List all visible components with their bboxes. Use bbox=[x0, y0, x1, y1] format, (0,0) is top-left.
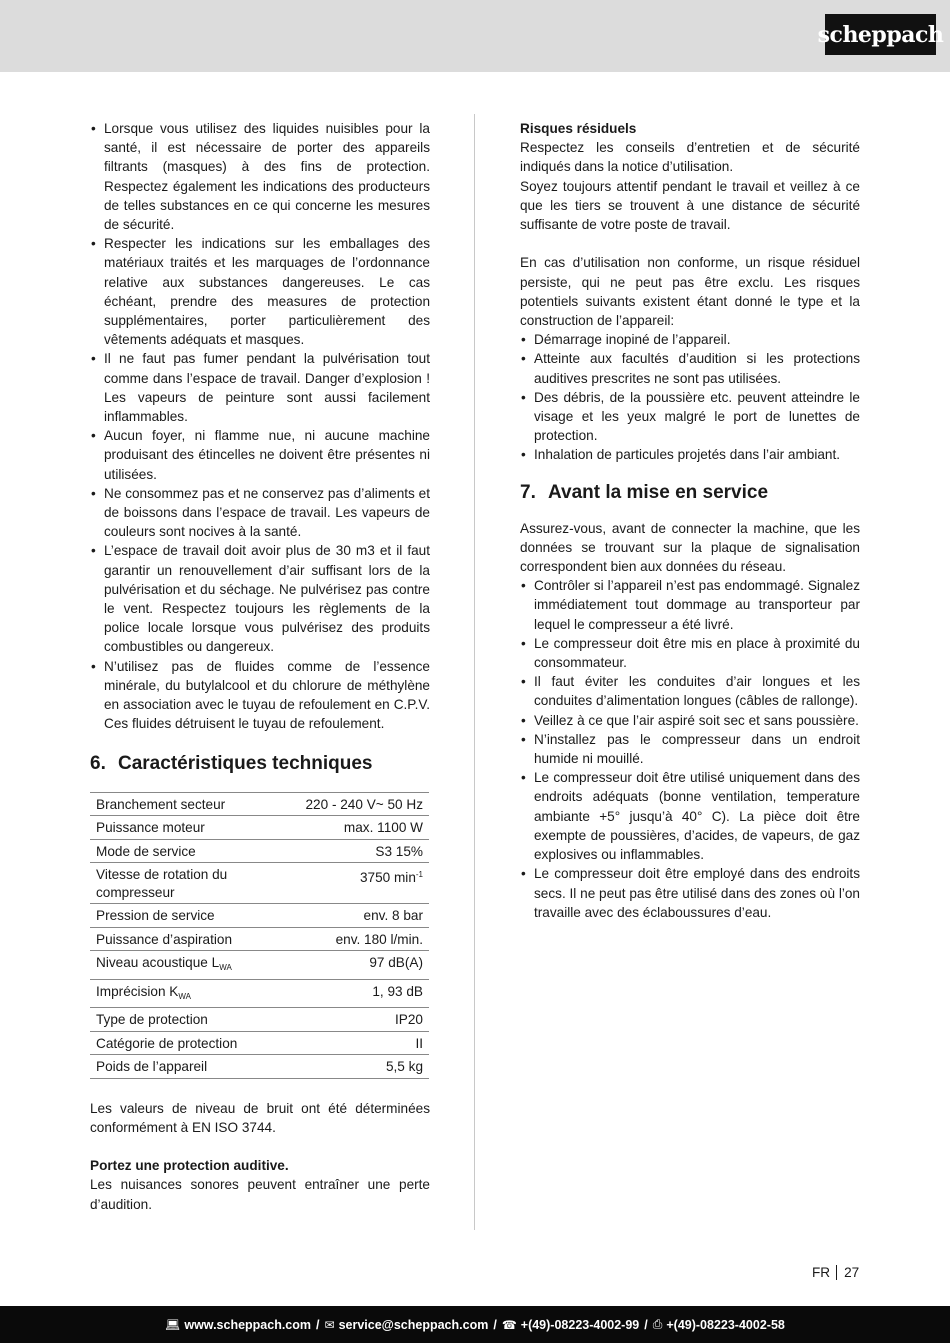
residual-paragraph: En cas d’utilisation non conforme, un risque résiduel persiste, qui ne peut pas être exclu. Les risques potentiels suivants existent étant donné le type et la construction de l’appareil: bbox=[520, 255, 860, 329]
table-row bbox=[90, 951, 429, 980]
spec-table bbox=[90, 792, 429, 1079]
list-item: • Atteinte aux facultés d’audition si les protections auditives prescrites ne sont pas utilisées. bbox=[520, 349, 860, 387]
scheppach-logo bbox=[817, 14, 944, 55]
email-icon: ✉︎ bbox=[324, 1317, 335, 1332]
fax-icon: ⎙ bbox=[652, 1317, 663, 1331]
spec-value-text: 3750 min bbox=[359, 870, 416, 885]
column-divider bbox=[474, 114, 475, 1230]
spec-value: max. 1100 W bbox=[299, 816, 429, 840]
list-item: • Il ne faut pas fumer pendant la pulvérisation tout comme dans l’espace de travail. Danger d’explosion ! Les vapeurs de peinture sont aussi facilement inflammables. bbox=[90, 349, 430, 426]
page-number bbox=[812, 1265, 859, 1280]
safety-list bbox=[90, 119, 430, 734]
table-row bbox=[90, 839, 429, 863]
table-row bbox=[90, 979, 429, 1008]
list-item: • Démarrage inopiné de l’appareil. bbox=[520, 330, 860, 349]
email-link[interactable]: service@scheppach.com bbox=[338, 1317, 489, 1332]
list-item: • Lorsque vous utilisez des liquides nuisibles pour la santé, il est nécessaire de porter des appareils filtrants (masques) à des fins de protection. Respectez également les indications des producteurs de telles substances en ce qui concerne les mesures de sécurité. bbox=[90, 119, 430, 234]
spec-label: Puissance d’aspiration bbox=[90, 927, 299, 951]
residual-paragraph: Respectez les conseils d’entretien et de sécurité indiqués dans la notice d’utilisation. bbox=[520, 140, 860, 175]
section-number: 6. bbox=[90, 752, 106, 774]
table-row bbox=[90, 1031, 429, 1055]
list-item: • Veillez à ce que l’air aspiré soit sec et sans poussière. bbox=[520, 711, 860, 730]
spec-value-superscript: -1 bbox=[415, 870, 423, 879]
spacer bbox=[90, 1137, 430, 1156]
phone-number: +(49)-08223-4002-99 bbox=[520, 1317, 640, 1332]
fax-number: +(49)-08223-4002-58 bbox=[666, 1317, 785, 1332]
footer-separator: / bbox=[316, 1317, 320, 1332]
list-item: • Ne consommez pas et ne conservez pas d’aliments et de boissons dans l’espace de travail. Les vapeurs de couleurs sont nocives à la santé. bbox=[90, 484, 430, 542]
list-item: • Contrôler si l’appareil n’est pas endommagé. Signalez immédiatement tout dommage au transporteur par lequel le compresseur a été livré. bbox=[520, 576, 860, 634]
list-item: • Il faut éviter les conduites d’air longues et les conduites d’alimentation longues (câbles de rallonge). bbox=[520, 672, 860, 710]
table-row bbox=[90, 792, 429, 816]
spec-label: Type de protection bbox=[90, 1008, 299, 1032]
setup-list bbox=[520, 576, 860, 922]
list-item: • N’utilisez pas de fluides comme de l’essence minérale, du butylalcool et du chlorure de méthylène en association avec le tuyau de refoulement en C.P.V. Ces fluides détruisent le tuyau de refoulement. bbox=[90, 657, 430, 734]
brand-name: scheppach bbox=[817, 21, 944, 48]
section-number: 7. bbox=[520, 481, 536, 503]
list-item: • L’espace de travail doit avoir plus de 30 m3 et il faut garantir un renouvellement d’air suffisant lors de la pulvérisation et du séchage. Ne pulvérisez pas contre le vent. Respectez toujours les règlements de la police locale lorsque vous pulvérisez des produits combustibles ou dangereux. bbox=[90, 541, 430, 656]
spec-value: S3 15% bbox=[299, 839, 429, 863]
spec-label-subscript: WA bbox=[178, 991, 191, 1001]
spec-value: env. 8 bar bbox=[299, 904, 429, 928]
page-language: FR bbox=[812, 1265, 831, 1280]
hearing-protection-heading: Portez une protection auditive. bbox=[90, 1158, 289, 1174]
footer-bar bbox=[0, 1306, 950, 1343]
spec-label: Vitesse de rotation du compresseur bbox=[90, 863, 299, 904]
spec-label: Catégorie de protection bbox=[90, 1031, 299, 1055]
spec-value: 5,5 kg bbox=[299, 1055, 429, 1079]
spec-value: 220 - 240 V~ 50 Hz bbox=[299, 792, 429, 816]
spec-label-text: Niveau acoustique L bbox=[96, 955, 220, 970]
spec-label-text: Imprécision K bbox=[96, 983, 179, 999]
list-item: • Inhalation de particules projetés dans l’air ambiant. bbox=[520, 445, 860, 464]
list-item: • Aucun foyer, ni flamme nue, ni aucune machine produisant des étincelles ne doivent être présentes ni utilisées. bbox=[90, 426, 430, 484]
section-7-heading bbox=[520, 481, 860, 505]
spec-value bbox=[299, 863, 429, 904]
spec-value: IP20 bbox=[299, 1008, 429, 1032]
spec-value: env. 180 l/min. bbox=[299, 927, 429, 951]
spec-label: Poids de l’appareil bbox=[90, 1055, 299, 1079]
hearing-protection-text: Les nuisances sonores peuvent entraîner une perte d’audition. bbox=[90, 1177, 430, 1212]
table-row bbox=[90, 1055, 429, 1079]
spec-value: 97 dB(A) bbox=[299, 951, 429, 980]
noise-note: Les valeurs de niveau de bruit ont été déterminées conformément à EN ISO 3744. bbox=[90, 1100, 430, 1135]
spec-label bbox=[90, 979, 299, 1008]
spec-label: Pression de service bbox=[90, 904, 299, 928]
section-title: Avant la mise en service bbox=[548, 481, 769, 503]
table-row bbox=[90, 863, 429, 904]
spec-label bbox=[90, 951, 299, 980]
table-row bbox=[90, 927, 429, 951]
table-row bbox=[90, 816, 429, 840]
left-column bbox=[90, 119, 430, 1214]
header-bar bbox=[0, 0, 950, 72]
footer-separator: / bbox=[644, 1317, 648, 1332]
section-title: Caractéristiques techniques bbox=[118, 752, 373, 774]
section-7-intro: Assurez-vous, avant de connecter la machine, que les données se trouvant sur la plaque de signalisation correspondent bien aux données du réseau. bbox=[520, 520, 860, 575]
footer-separator: / bbox=[493, 1317, 497, 1332]
table-row bbox=[90, 1008, 429, 1032]
residual-paragraph: Soyez toujours attentif pendant le travail et veillez à ce que les tiers se trouvent à une distance de sécurité suffisante de votre poste de travail. bbox=[520, 178, 860, 233]
right-column bbox=[520, 119, 860, 922]
section-6-heading bbox=[90, 752, 430, 776]
spec-value: 1, 93 dB bbox=[299, 979, 429, 1008]
laptop-icon: 💻︎ bbox=[165, 1317, 181, 1332]
spec-label: Puissance moteur bbox=[90, 816, 299, 840]
website-link[interactable]: www.scheppach.com bbox=[184, 1317, 312, 1332]
list-item: • Le compresseur doit être employé dans des endroits secs. Il ne peut pas être utilisé dans des zones où l’on travaille avec des éclaboussures d’eau. bbox=[520, 864, 860, 922]
list-item: • Respecter les indications sur les emballages des matériaux traités et les marquages de l’ordonnance relative aux substances dangereuses. Le cas échéant, prendre des measures de protection supplémentaires, porter particulièrement des vêtements adéquats et masques. bbox=[90, 234, 430, 349]
page-number-value: 27 bbox=[844, 1265, 860, 1280]
residual-risks-list bbox=[520, 330, 860, 464]
list-item: • N’installez pas le compresseur dans un endroit humide ni mouillé. bbox=[520, 730, 860, 768]
spec-value: II bbox=[299, 1031, 429, 1055]
spec-label: Branchement secteur bbox=[90, 792, 299, 816]
list-item: • Le compresseur doit être utilisé uniquement dans des endroits adéquats (bonne ventilation, temperature ambiante +5° jusqu’à 40° C). La pièce doit être exempte de poussières, d’acides, de vapeurs, de gaz explosives ou inflammables. bbox=[520, 768, 860, 864]
spec-label-subscript: WA bbox=[219, 963, 232, 972]
table-row bbox=[90, 904, 429, 928]
spec-label: Mode de service bbox=[90, 839, 299, 863]
list-item: • Le compresseur doit être mis en place à proximité du consommateur. bbox=[520, 634, 860, 672]
list-item: • Des débris, de la poussière etc. peuvent atteindre le visage et les yeux malgré le port de lunettes de protection. bbox=[520, 388, 860, 446]
residual-risks-heading: Risques résiduels bbox=[520, 121, 637, 136]
phone-icon: ☎︎ bbox=[501, 1317, 517, 1332]
spacer bbox=[520, 234, 860, 253]
page-number-divider bbox=[836, 1265, 837, 1280]
